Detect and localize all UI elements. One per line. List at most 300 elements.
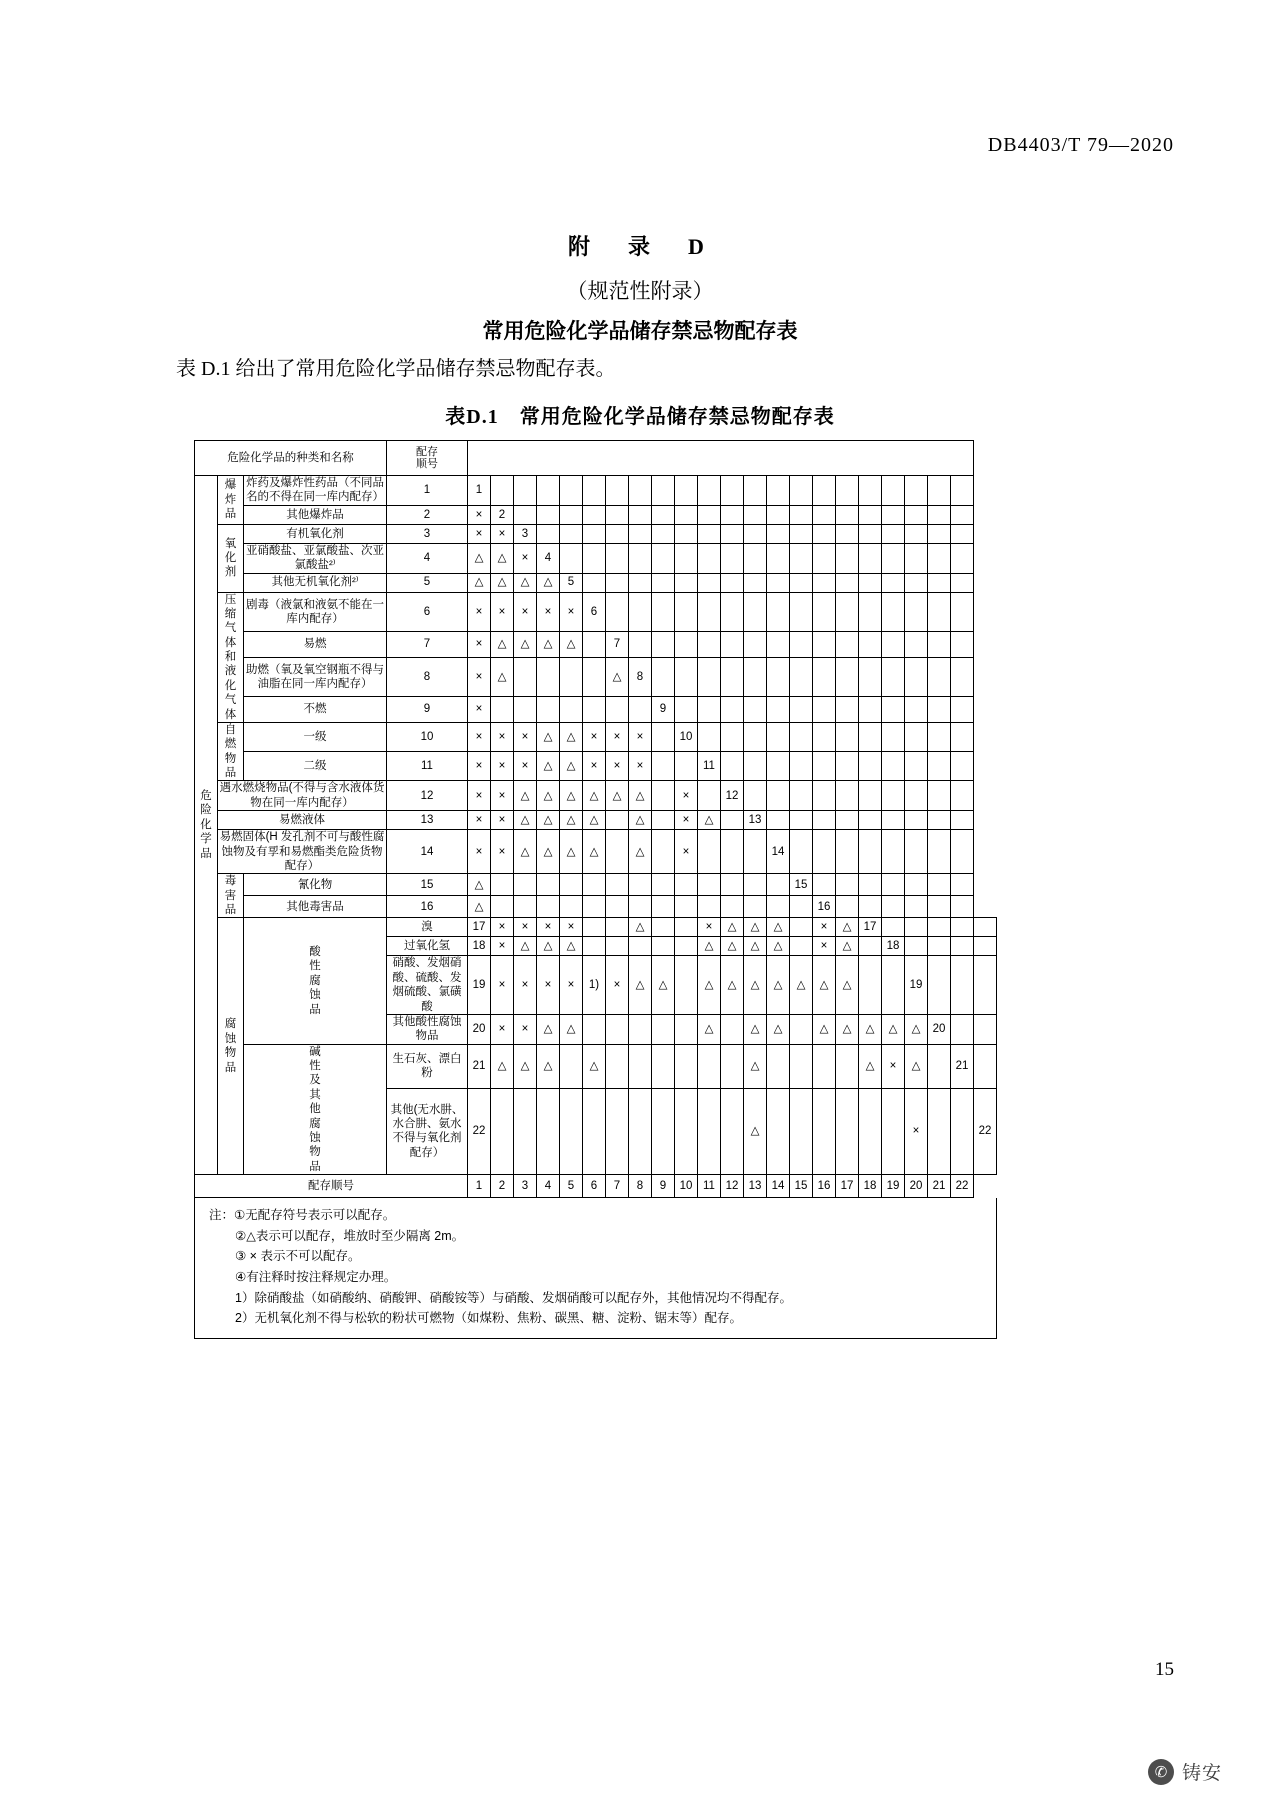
matrix-cell: 8 <box>629 657 652 697</box>
matrix-cell <box>583 657 606 697</box>
matrix-cell <box>652 874 675 896</box>
matrix-bottom-number: 5 <box>560 1175 583 1198</box>
matrix-cell: △ <box>790 956 813 1015</box>
matrix-row-name: 有机氧化剂 <box>244 524 387 543</box>
matrix-cell-empty <box>951 918 974 937</box>
matrix-cell: × <box>468 752 491 781</box>
matrix-cell-empty <box>951 657 974 697</box>
matrix-cell-empty <box>790 722 813 751</box>
matrix-cell-empty <box>836 896 859 918</box>
matrix-cell-empty <box>974 937 997 956</box>
matrix-cell-empty <box>560 505 583 524</box>
matrix-cell-empty <box>882 781 905 811</box>
matrix-cell <box>675 874 698 896</box>
matrix-cell-empty <box>813 781 836 811</box>
matrix-cell-empty <box>813 505 836 524</box>
matrix-cell <box>560 657 583 697</box>
matrix-cell-empty <box>813 476 836 506</box>
matrix-row <box>195 573 997 592</box>
matrix-cell <box>767 1088 790 1174</box>
matrix-cell <box>767 896 790 918</box>
matrix-cell <box>744 874 767 896</box>
matrix-row <box>195 722 997 751</box>
matrix-cell-empty <box>928 874 951 896</box>
matrix-cell: × <box>537 918 560 937</box>
matrix-cell <box>606 918 629 937</box>
matrix-cell-empty <box>721 722 744 751</box>
matrix-cell <box>583 874 606 896</box>
matrix-cell: 1 <box>468 476 491 506</box>
matrix-cell-empty <box>652 657 675 697</box>
matrix-cell-empty <box>836 505 859 524</box>
matrix-cell-empty <box>698 573 721 592</box>
matrix-cell <box>859 1088 882 1174</box>
matrix-row-name: 不燃 <box>244 697 387 722</box>
matrix-cell-empty <box>813 752 836 781</box>
matrix-cell-empty <box>675 524 698 543</box>
matrix-cell-empty <box>721 476 744 506</box>
matrix-cell: △ <box>537 573 560 592</box>
matrix-cell: × <box>491 752 514 781</box>
matrix-cell: × <box>491 918 514 937</box>
compatibility-matrix-wrapper <box>194 440 997 1339</box>
matrix-cell-empty <box>698 722 721 751</box>
matrix-cell <box>583 632 606 657</box>
matrix-row-name: 二级 <box>244 752 387 781</box>
matrix-cell-empty <box>790 830 813 874</box>
matrix-cell <box>629 697 652 722</box>
matrix-cell <box>675 956 698 1015</box>
matrix-cell: △ <box>491 632 514 657</box>
matrix-bottom-number: 19 <box>882 1175 905 1198</box>
matrix-cell: △ <box>744 1044 767 1088</box>
matrix-cell-empty <box>928 918 951 937</box>
matrix-cell: 17 <box>859 918 882 937</box>
matrix-cell: △ <box>905 1014 928 1044</box>
matrix-cell-empty <box>675 657 698 697</box>
matrix-cell-empty <box>859 811 882 830</box>
matrix-cell: △ <box>836 937 859 956</box>
matrix-cell-empty <box>767 592 790 632</box>
matrix-row-number: 21 <box>468 1044 491 1088</box>
matrix-cell <box>537 657 560 697</box>
matrix-cell: △ <box>468 874 491 896</box>
matrix-bottom-number: 22 <box>951 1175 974 1198</box>
matrix-cell-empty <box>652 505 675 524</box>
matrix-group-b: 酸 性 腐 蚀 品 <box>244 918 387 1044</box>
matrix-cell: 11 <box>698 752 721 781</box>
matrix-cell: × <box>514 956 537 1015</box>
matrix-cell <box>836 1044 859 1088</box>
page-number: 15 <box>1155 1659 1174 1680</box>
matrix-cell-empty <box>859 722 882 751</box>
matrix-cell: × <box>491 781 514 811</box>
matrix-cell-empty <box>951 937 974 956</box>
appendix-label: 附 录 D <box>568 234 712 259</box>
matrix-row-name: 炸药及爆炸性药品（不同品名的不得在同一库内配存） <box>244 476 387 506</box>
matrix-group-b: 碱 性 及 其 他 腐 蚀 物 品 <box>244 1044 387 1174</box>
matrix-bottom-number: 20 <box>905 1175 928 1198</box>
matrix-cell-empty <box>951 543 974 573</box>
matrix-cell-empty <box>744 657 767 697</box>
matrix-cell: △ <box>537 1044 560 1088</box>
matrix-cell <box>721 896 744 918</box>
matrix-cell: △ <box>560 830 583 874</box>
matrix-header-blank <box>468 441 974 476</box>
matrix-cell-empty <box>790 781 813 811</box>
matrix-cell <box>721 874 744 896</box>
matrix-cell <box>721 1044 744 1088</box>
matrix-cell: △ <box>744 1014 767 1044</box>
matrix-cell: 22 <box>974 1088 997 1174</box>
matrix-cell-empty <box>882 632 905 657</box>
matrix-row-number: 6 <box>387 592 468 632</box>
matrix-cell <box>675 1014 698 1044</box>
matrix-cell-empty <box>813 722 836 751</box>
matrix-cell: △ <box>905 1044 928 1088</box>
matrix-cell <box>859 956 882 1015</box>
matrix-cell-empty <box>491 476 514 506</box>
matrix-cell-empty <box>629 505 652 524</box>
matrix-cell-empty <box>790 505 813 524</box>
matrix-cell: △ <box>537 830 560 874</box>
matrix-row-name: 易燃固体(H 发孔剂不可与酸性腐蚀物及有孠和易燃酯类危险货物配存） <box>218 830 387 874</box>
matrix-cell-empty <box>629 543 652 573</box>
matrix-header-row <box>195 441 997 476</box>
matrix-row <box>195 592 997 632</box>
matrix-cell <box>652 1088 675 1174</box>
matrix-cell: × <box>560 918 583 937</box>
matrix-cell <box>675 918 698 937</box>
matrix-row <box>195 543 997 573</box>
matrix-cell-empty <box>767 543 790 573</box>
matrix-cell-empty <box>583 505 606 524</box>
matrix-cell: △ <box>629 781 652 811</box>
matrix-cell-empty <box>560 543 583 573</box>
matrix-cell-empty <box>813 874 836 896</box>
matrix-cell: 12 <box>721 781 744 811</box>
matrix-cell-empty <box>698 524 721 543</box>
matrix-cell-empty <box>767 632 790 657</box>
matrix-cell <box>767 874 790 896</box>
matrix-cell-empty <box>836 697 859 722</box>
matrix-row-name: 一级 <box>244 722 387 751</box>
matrix-cell-empty <box>859 657 882 697</box>
matrix-cell: × <box>537 956 560 1015</box>
matrix-cell: × <box>560 956 583 1015</box>
matrix-cell-empty <box>767 697 790 722</box>
matrix-cell: △ <box>629 830 652 874</box>
matrix-cell <box>721 811 744 830</box>
matrix-cell-empty <box>813 697 836 722</box>
matrix-cell: △ <box>560 781 583 811</box>
matrix-cell <box>744 896 767 918</box>
matrix-row-number: 20 <box>468 1014 491 1044</box>
matrix-cell: × <box>698 918 721 937</box>
matrix-cell <box>698 1044 721 1088</box>
matrix-cell-empty <box>744 476 767 506</box>
matrix-cell-empty <box>514 505 537 524</box>
matrix-cell-empty <box>813 830 836 874</box>
matrix-cell <box>790 918 813 937</box>
matrix-cell-empty <box>928 811 951 830</box>
matrix-cell-empty <box>905 505 928 524</box>
matrix-cell-empty <box>537 524 560 543</box>
matrix-cell: × <box>882 1044 905 1088</box>
matrix-cell-empty <box>675 505 698 524</box>
matrix-cell: × <box>468 781 491 811</box>
matrix-cell-empty <box>629 632 652 657</box>
matrix-cell: △ <box>491 1044 514 1088</box>
matrix-cell <box>675 1044 698 1088</box>
matrix-cell-empty <box>882 592 905 632</box>
matrix-cell-empty <box>836 632 859 657</box>
matrix-bottom-number: 11 <box>698 1175 721 1198</box>
matrix-cell-empty <box>813 632 836 657</box>
table-notes <box>194 1198 997 1339</box>
matrix-cell <box>537 896 560 918</box>
matrix-cell: △ <box>721 937 744 956</box>
matrix-cell-empty <box>951 476 974 506</box>
matrix-cell: △ <box>606 657 629 697</box>
matrix-cell-empty <box>928 573 951 592</box>
matrix-cell: △ <box>583 811 606 830</box>
matrix-cell-empty <box>951 830 974 874</box>
matrix-row-name: 易燃 <box>244 632 387 657</box>
matrix-cell-empty <box>951 1014 974 1044</box>
matrix-cell: △ <box>491 573 514 592</box>
matrix-cell-empty <box>905 874 928 896</box>
matrix-cell-empty <box>721 632 744 657</box>
matrix-cell: 15 <box>790 874 813 896</box>
matrix-cell-empty <box>790 811 813 830</box>
matrix-cell-empty <box>836 543 859 573</box>
matrix-cell-empty <box>767 811 790 830</box>
matrix-cell: △ <box>652 956 675 1015</box>
matrix-row-number: 22 <box>468 1088 491 1174</box>
matrix-cell-empty <box>836 573 859 592</box>
matrix-cell: 13 <box>744 811 767 830</box>
matrix-cell-empty <box>905 573 928 592</box>
matrix-cell-empty <box>560 476 583 506</box>
matrix-cell <box>721 1088 744 1174</box>
matrix-cell-empty <box>905 697 928 722</box>
matrix-cell-empty <box>721 543 744 573</box>
matrix-cell <box>514 896 537 918</box>
matrix-cell: △ <box>698 811 721 830</box>
matrix-cell-empty <box>905 830 928 874</box>
matrix-bottom-number: 6 <box>583 1175 606 1198</box>
matrix-row-number: 14 <box>387 830 468 874</box>
matrix-cell-empty <box>905 896 928 918</box>
matrix-cell-empty <box>882 896 905 918</box>
matrix-cell <box>606 896 629 918</box>
matrix-row-name: 氰化物 <box>244 874 387 896</box>
matrix-row-name: 溴 <box>387 918 468 937</box>
matrix-cell: △ <box>537 937 560 956</box>
matrix-cell <box>790 937 813 956</box>
matrix-cell-empty <box>928 592 951 632</box>
matrix-cell-empty <box>629 476 652 506</box>
matrix-cell-empty <box>606 524 629 543</box>
matrix-cell-empty <box>859 752 882 781</box>
matrix-cell: 1) <box>583 956 606 1015</box>
matrix-cell-empty <box>859 830 882 874</box>
matrix-cell: × <box>468 811 491 830</box>
matrix-cell: × <box>468 657 491 697</box>
matrix-cell <box>652 896 675 918</box>
matrix-cell: × <box>491 524 514 543</box>
matrix-cell <box>652 830 675 874</box>
matrix-row <box>195 697 997 722</box>
matrix-cell-empty <box>928 505 951 524</box>
matrix-cell: △ <box>560 752 583 781</box>
matrix-cell <box>514 874 537 896</box>
wechat-icon: ✆ <box>1148 1759 1174 1785</box>
matrix-row-number: 1 <box>387 476 468 506</box>
matrix-cell <box>813 1044 836 1088</box>
matrix-row-name: 其他毒害品 <box>244 896 387 918</box>
matrix-cell: × <box>675 811 698 830</box>
matrix-cell-empty <box>652 543 675 573</box>
matrix-cell-empty <box>882 811 905 830</box>
matrix-cell: × <box>468 524 491 543</box>
matrix-bottom-number: 18 <box>859 1175 882 1198</box>
matrix-cell: △ <box>560 632 583 657</box>
matrix-cell: △ <box>514 781 537 811</box>
matrix-cell: △ <box>514 937 537 956</box>
matrix-cell: × <box>491 937 514 956</box>
matrix-bottom-number: 13 <box>744 1175 767 1198</box>
page-header-std-number: DB4403/T 79—2020 <box>987 134 1174 156</box>
matrix-row <box>195 632 997 657</box>
matrix-cell: △ <box>491 657 514 697</box>
matrix-cell: 18 <box>882 937 905 956</box>
matrix-cell: × <box>491 956 514 1015</box>
matrix-cell <box>583 1088 606 1174</box>
matrix-row <box>195 524 997 543</box>
matrix-cell <box>560 896 583 918</box>
matrix-cell-empty <box>928 830 951 874</box>
matrix-cell-empty <box>629 592 652 632</box>
matrix-cell <box>537 874 560 896</box>
matrix-row <box>195 918 997 937</box>
matrix-cell: △ <box>514 573 537 592</box>
matrix-cell: × <box>537 592 560 632</box>
appendix-title-block <box>0 230 1280 345</box>
matrix-cell <box>652 811 675 830</box>
matrix-cell-empty <box>905 811 928 830</box>
matrix-cell-empty <box>767 524 790 543</box>
matrix-cell-empty <box>882 505 905 524</box>
matrix-cell: △ <box>813 1014 836 1044</box>
matrix-cell: 5 <box>560 573 583 592</box>
matrix-cell-empty <box>698 697 721 722</box>
matrix-cell <box>560 1044 583 1088</box>
matrix-cell-empty <box>790 632 813 657</box>
matrix-cell: △ <box>629 811 652 830</box>
matrix-cell: △ <box>836 956 859 1015</box>
matrix-cell <box>491 874 514 896</box>
matrix-cell-empty <box>813 524 836 543</box>
matrix-cell-empty <box>629 573 652 592</box>
matrix-cell-empty <box>974 1014 997 1044</box>
matrix-footer-row <box>195 1175 997 1198</box>
matrix-cell-empty <box>606 592 629 632</box>
matrix-cell: × <box>514 918 537 937</box>
matrix-cell: × <box>514 543 537 573</box>
matrix-cell-empty <box>790 476 813 506</box>
matrix-cell-empty <box>652 573 675 592</box>
matrix-cell-empty <box>905 476 928 506</box>
matrix-cell-empty <box>652 476 675 506</box>
matrix-row-name: 亚硝酸盐、亚氯酸盐、次亚氯酸盐²⁾ <box>244 543 387 573</box>
matrix-cell-empty <box>675 476 698 506</box>
compatibility-matrix <box>194 440 997 1198</box>
matrix-cell-empty <box>859 632 882 657</box>
matrix-row-number: 4 <box>387 543 468 573</box>
matrix-cell <box>698 781 721 811</box>
matrix-cell-empty <box>836 657 859 697</box>
matrix-cell-empty <box>951 781 974 811</box>
matrix-cell-empty <box>744 592 767 632</box>
matrix-cell-empty <box>928 781 951 811</box>
matrix-cell <box>652 722 675 751</box>
matrix-cell-empty <box>836 830 859 874</box>
matrix-cell: 14 <box>767 830 790 874</box>
matrix-cell-empty <box>790 657 813 697</box>
matrix-cell: 20 <box>928 1014 951 1044</box>
matrix-row-number: 2 <box>387 505 468 524</box>
matrix-cell: × <box>606 722 629 751</box>
matrix-group-a: 腐 蚀 物 品 <box>218 918 244 1175</box>
matrix-row-name: 易燃液体 <box>218 811 387 830</box>
matrix-cell: △ <box>744 956 767 1015</box>
matrix-cell-empty <box>744 524 767 543</box>
matrix-cell: × <box>905 1088 928 1174</box>
matrix-cell-empty <box>882 476 905 506</box>
matrix-cell: △ <box>514 830 537 874</box>
matrix-cell-empty <box>583 543 606 573</box>
matrix-row-name: 助燃（氧及氧空钢瓶不得与油脂在同一库内配存） <box>244 657 387 697</box>
matrix-cell-empty <box>905 657 928 697</box>
matrix-cell-empty <box>698 543 721 573</box>
matrix-cell-empty <box>951 896 974 918</box>
matrix-cell: × <box>675 830 698 874</box>
matrix-cell: 6 <box>583 592 606 632</box>
matrix-row <box>195 781 997 811</box>
matrix-cell: △ <box>560 722 583 751</box>
matrix-bottom-number: 3 <box>514 1175 537 1198</box>
matrix-cell <box>606 697 629 722</box>
matrix-cell: △ <box>514 632 537 657</box>
matrix-cell <box>721 830 744 874</box>
matrix-cell-empty <box>928 956 951 1015</box>
matrix-cell <box>629 1014 652 1044</box>
matrix-cell-empty <box>790 592 813 632</box>
matrix-cell: △ <box>629 956 652 1015</box>
matrix-cell-empty <box>675 697 698 722</box>
matrix-cell <box>583 918 606 937</box>
matrix-cell: △ <box>882 1014 905 1044</box>
matrix-cell-empty <box>951 811 974 830</box>
matrix-bottom-number: 15 <box>790 1175 813 1198</box>
matrix-row <box>195 811 997 830</box>
matrix-cell-empty <box>882 524 905 543</box>
matrix-cell: × <box>514 722 537 751</box>
matrix-cell <box>790 1088 813 1174</box>
matrix-row-name: 其他爆炸品 <box>244 505 387 524</box>
